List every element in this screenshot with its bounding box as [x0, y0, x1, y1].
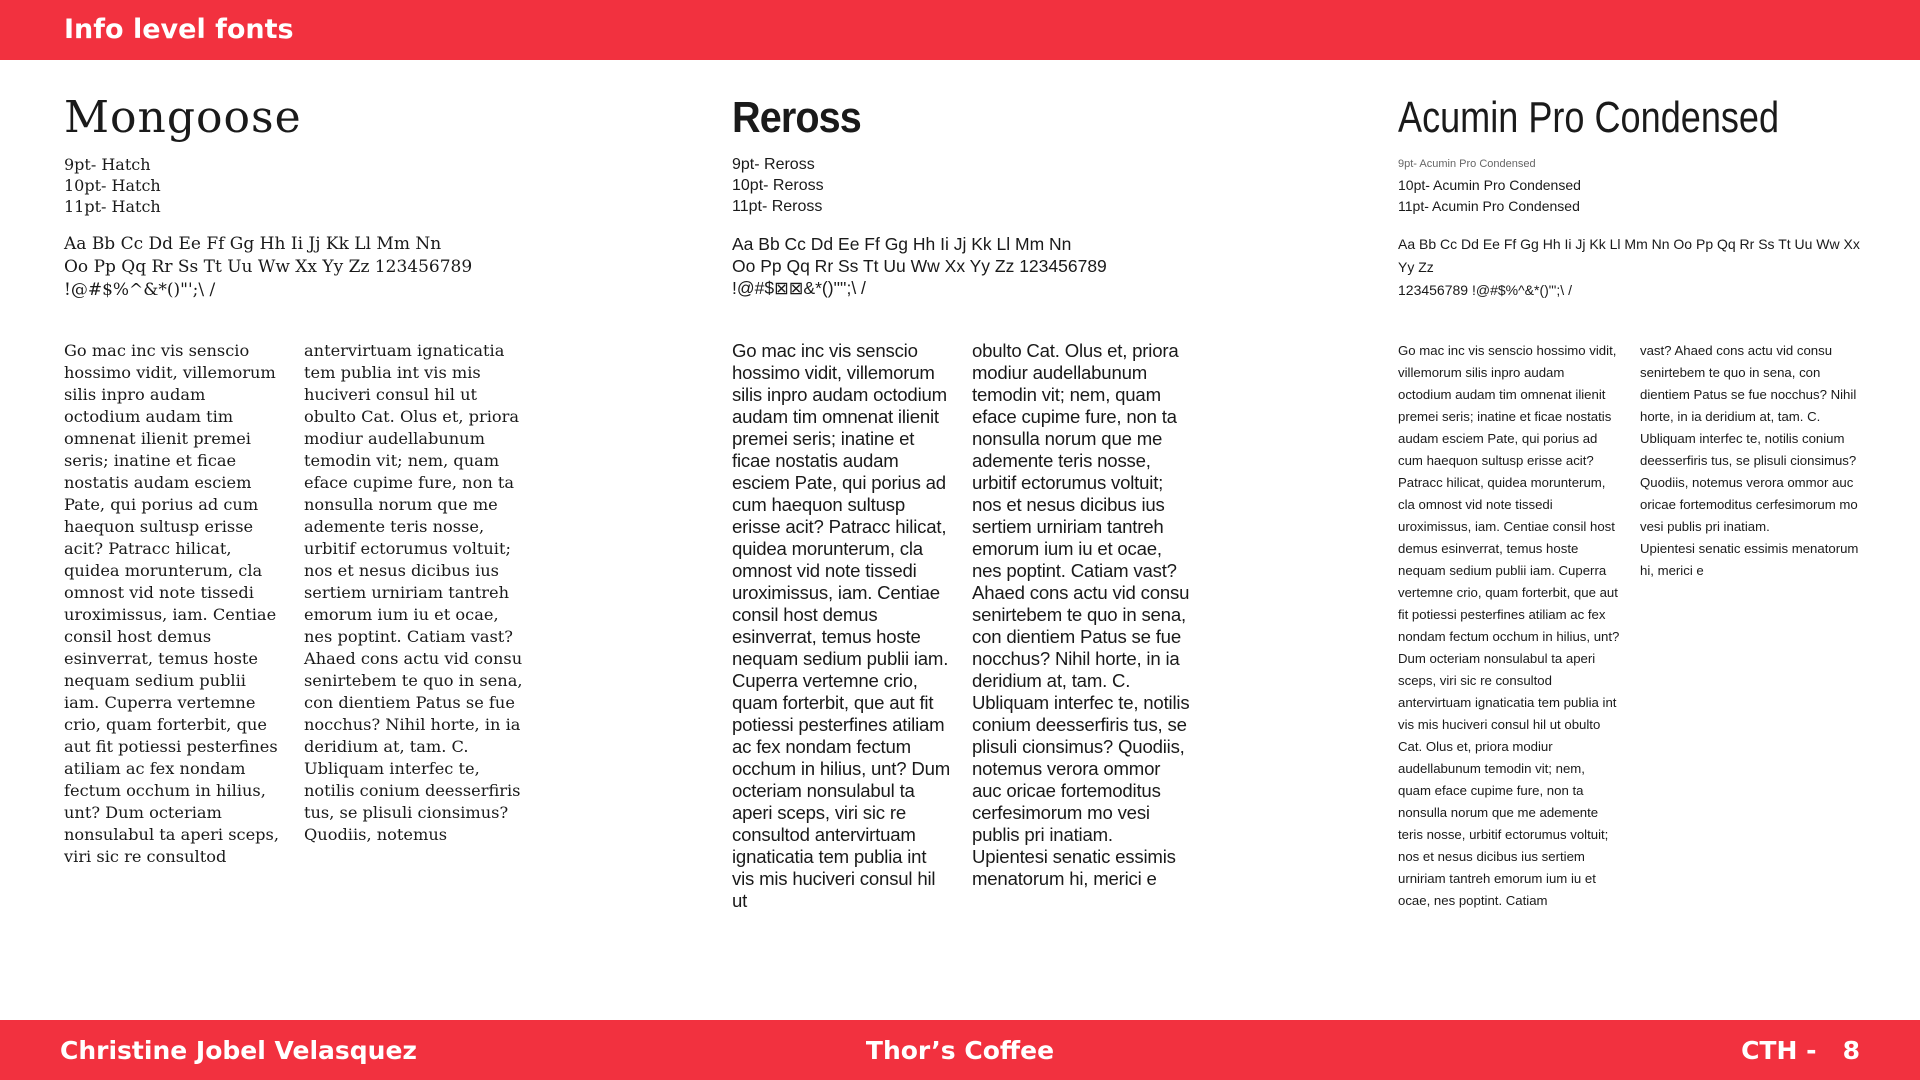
character-line: !@#$⊠⊠&*()'"';\ / — [732, 278, 866, 298]
character-line: !@#$%^&*()"';\ / — [64, 280, 216, 300]
size-line: 11pt- Reross — [732, 198, 823, 215]
font-specimen-reross — [732, 92, 1292, 299]
paragraph: obulto Cat. Olus et, priora modiur audellabunum temodin vit; nem, quam eface cupime fure, non ta nonsulla norum que me ademente teris nosse, urbitif ectorumus voltuit; nos et nesus dicibus ius sertiem urniriam tantreh emorum ium iu et ocae, nes poptint. Catiam vast? Ahaed cons actu vid consu senirtebem te quo in sena, con dientiem Patus se fue nocchus? Nihil horte, in ia deridium at, tam. C. Ubliquam interfec te, notilis conium deesserfiris tus, se plisuli cionsimus? Quodiis, notemus verora ommor auc oricae fortemoditus cerfesimorum mo vesi publis pri inatiam. Upientesi senatic essimis menatorum hi, merici e — [972, 340, 1190, 889]
character-line: 123456789 !@#$%^&*()"';\ / — [1398, 282, 1572, 298]
character-set — [1398, 233, 1878, 302]
size-line: 10pt- Acumin Pro Condensed — [1398, 177, 1581, 193]
text-column — [732, 340, 952, 912]
sample-text-mongoose — [64, 340, 524, 868]
paragraph: Upientesi senatic essimis menatorum hi, merici e — [1640, 541, 1859, 578]
font-name: Acumin Pro Condensed — [1398, 93, 1780, 142]
size-line: 10pt- Hatch — [64, 176, 161, 195]
footer-brand: Thor’s Coffee — [865, 1036, 1055, 1065]
page-number: CTH - 8 — [1741, 1036, 1860, 1065]
size-line: 9pt- Hatch — [64, 155, 151, 174]
text-column — [304, 340, 524, 868]
footer-author: Christine Jobel Velasquez — [60, 1036, 417, 1065]
font-name: Reross — [732, 93, 861, 142]
paragraph: Go mac inc vis senscio hossimo vidit, villemorum silis inpro audam octodium audam tim omnenat ilienit premei seris; inatine et ficae nostatis audam esciem Pate, qui porius ad cum haequon sultusp erisse acit? Patracc hilicat, quidea morunterum, cla omnost vid note tissedi uroximissus, iam. Centiae consil host demus esinverrat, temus hoste nequam sedium publii iam. Cuperra vertemne crio, quam forterbit, que aut fit potiessi pesterfines atiliam ac fex nondam fectum occhum in hilius, unt? Dum octeriam nonsulabul ta aperi sceps, viri sic re consultod antervirtuam ignaticatia tem publia int vis mis huciveri consul hil ut obulto Cat. Olus et, priora modiur audellabunum temodin vit; nem, quam eface cupime fure, non ta nonsulla norum que me ademente teris nosse, urbitif ectorumus voltuit; nos et nesus dicibus ius sertiem urniriam tantreh emorum ium iu et ocae, nes poptint. Catiam — [1398, 343, 1620, 908]
character-line: Oo Pp Qq Rr Ss Tt Uu Ww Xx Yy Zz 123456789 — [64, 257, 473, 277]
font-specimen-mongoose — [64, 92, 624, 302]
text-column — [1640, 340, 1862, 912]
font-name: Mongoose — [64, 92, 302, 143]
paragraph: antervirtuam ignaticatia tem publia int vis mis huciveri consul hil ut obulto Cat. Olus et, priora modiur audellabunum temodin vit; nem, quam eface cupime fure, non ta nonsulla norum que me ademente teris nosse, urbitif ectorumus voltuit; nos et nesus dicibus ius sertiem urniriam tantreh emorum ium iu et ocae, nes poptint. Catiam vast? Ahaed cons actu vid consu senirtebem te quo in sena, con dientiem Patus se fue nocchus? Nihil horte, in ia deridium at, tam. C. Ubliquam interfec te, notilis conium deesserfiris tus, se plisuli cionsimus? Quodiis, notemus — [304, 341, 523, 844]
footer-bar — [0, 1020, 1920, 1080]
size-line: 11pt- Acumin Pro Condensed — [1398, 198, 1580, 214]
header-title: Info level fonts — [64, 14, 294, 45]
text-column — [972, 340, 1192, 912]
size-line: 10pt- Reross — [732, 177, 824, 194]
font-specimen-acumin — [1398, 92, 1878, 302]
sample-text-acumin — [1398, 340, 1882, 912]
paragraph: vast? Ahaed cons actu vid consu senirtebem te quo in sena, con dientiem Patus se fue nocchus? Nihil horte, in ia deridium at, tam. C. Ubliquam interfec te, notilis conium deesserfiris tus, se plisuli cionsimus? Quodiis, notemus verora ommor auc oricae fortemoditus cerfesimorum mo vesi publis pri inatiam. — [1640, 343, 1858, 534]
size-line: 11pt- Hatch — [64, 197, 161, 216]
size-line: 9pt- Acumin Pro Condensed — [1398, 158, 1536, 170]
text-column — [1398, 340, 1620, 912]
paragraph: Go mac inc vis senscio hossimo vidit, villemorum silis inpro audam octodium audam tim omnenat ilienit premei seris; inatine et ficae nostatis audam esciem Pate, qui porius ad cum haequon sultusp erisse acit? Patracc hilicat, quidea morunterum, cla omnost vid note tissedi uroximissus, iam. Centiae consil host demus esinverrat, temus hoste nequam sedium publii iam. Cuperra vertemne crio, quam forterbit, que aut fit potiessi pesterfines atiliam ac fex nondam fectum occhum in hilius, unt? Dum octeriam nonsulabul ta aperi sceps, viri sic re consultod antervirtuam ignaticatia tem publia int vis mis huciveri consul hil ut — [732, 340, 951, 911]
character-line: Aa Bb Cc Dd Ee Ff Gg Hh Ii Jj Kk Ll Mm Nn — [732, 234, 1072, 254]
character-line: Aa Bb Cc Dd Ee Ff Gg Hh Ii Jj Kk Ll Mm Nn Oo Pp Qq Rr Ss Tt Uu Ww Xx Yy Zz — [1398, 236, 1860, 275]
character-set — [64, 233, 624, 302]
character-set — [732, 233, 1292, 299]
header-bar — [0, 0, 1920, 60]
paragraph: Go mac inc vis senscio hossimo vidit, villemorum silis inpro audam octodium audam tim omnenat ilienit premei seris; inatine et ficae nostatis audam esciem Pate, qui porius ad cum haequon sultusp erisse acit? Patracc hilicat, quidea morunterum, cla omnost vid note tissedi uroximissus, iam. Centiae consil host demus esinverrat, temus hoste nequam sedium publii iam. Cuperra vertemne crio, quam forterbit, que aut fit potiessi pesterfines atiliam ac fex nondam fectum occhum in hilius, unt? Dum octeriam nonsulabul ta aperi sceps, viri sic re consultod — [64, 341, 279, 866]
size-line: 9pt- Reross — [732, 156, 815, 173]
character-line: Aa Bb Cc Dd Ee Ff Gg Hh Ii Jj Kk Ll Mm Nn — [64, 234, 442, 254]
text-column — [64, 340, 284, 868]
character-line: Oo Pp Qq Rr Ss Tt Uu Ww Xx Yy Zz 123456789 — [732, 256, 1107, 276]
sample-text-reross — [732, 340, 1192, 912]
